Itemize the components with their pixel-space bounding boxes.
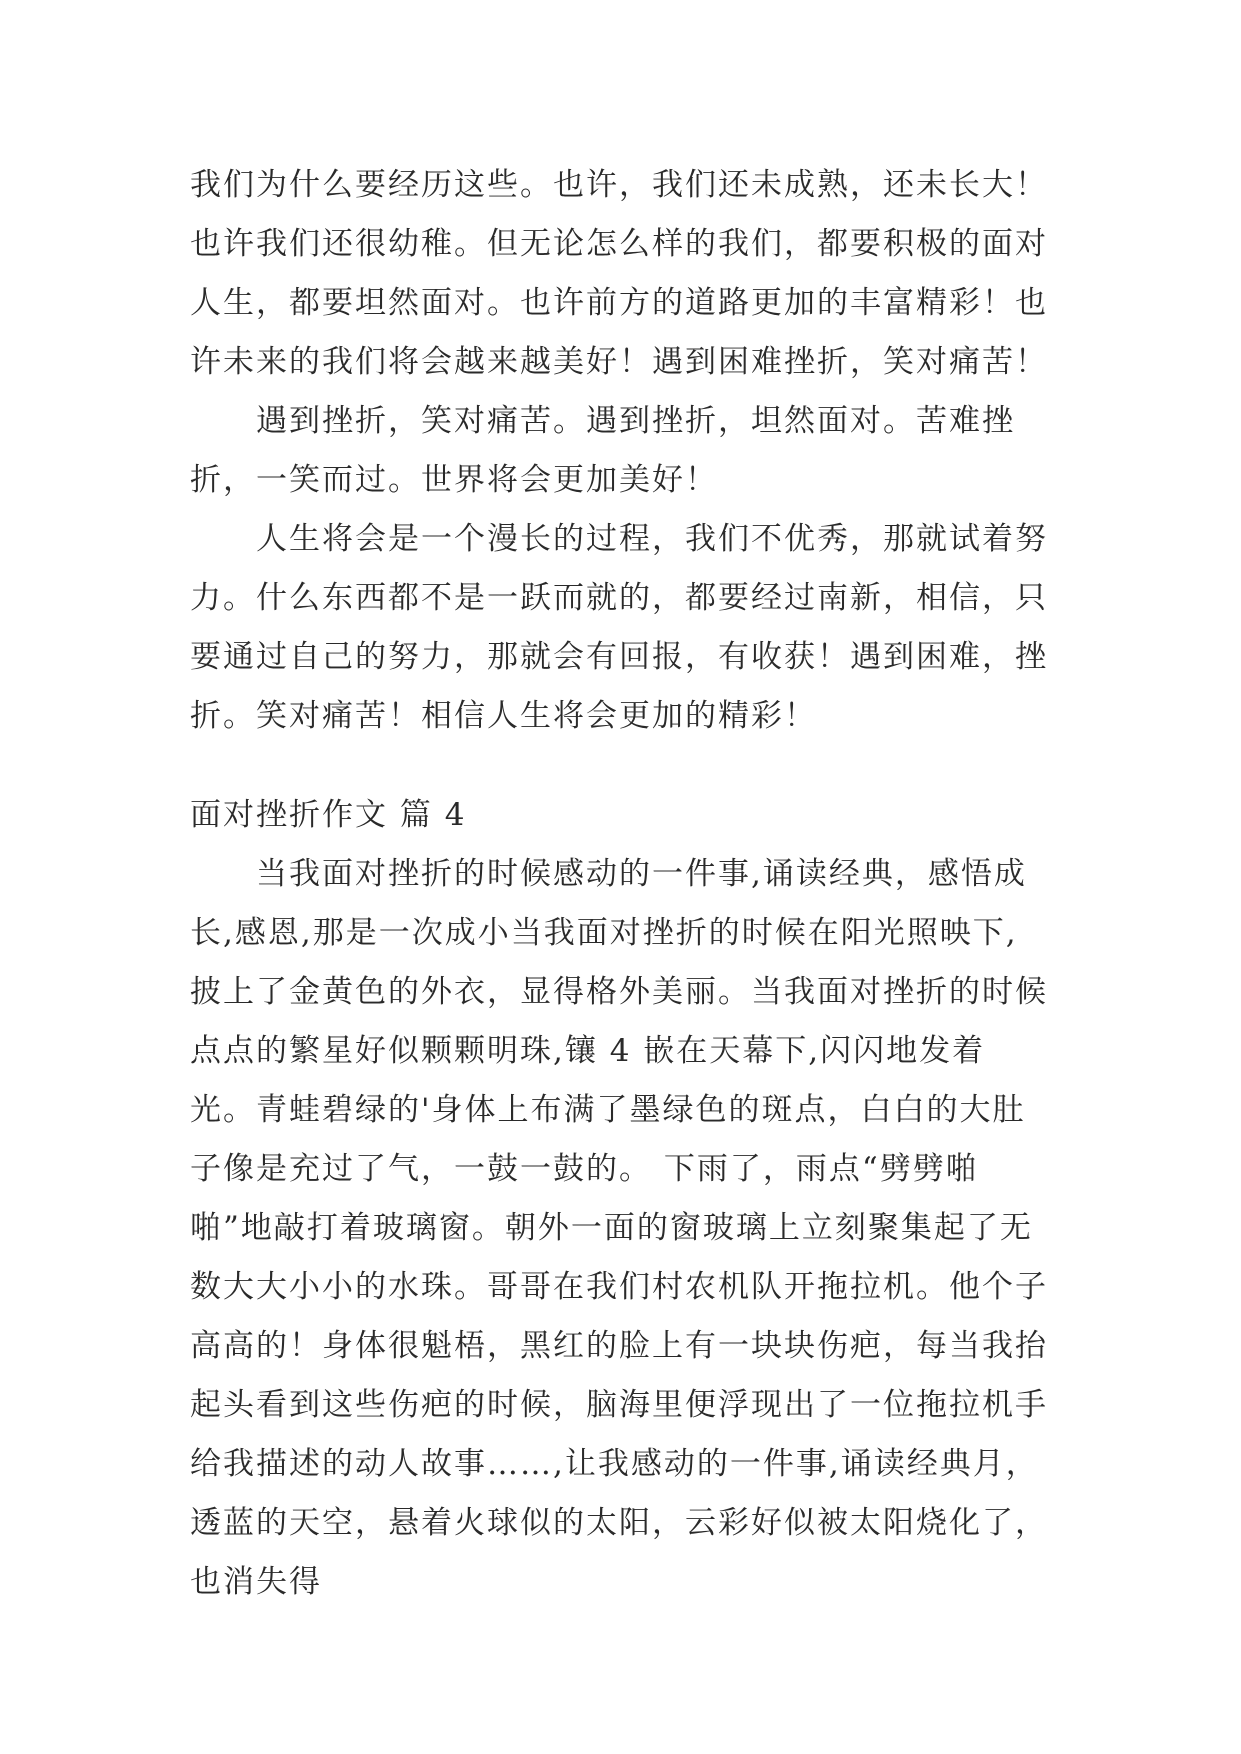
section-spacer: [190, 746, 1050, 786]
paragraph: 遇到挫折，笑对痛苦。遇到挫折，坦然面对。苦难挫折，一笑而过。世界将会更加美好！: [190, 403, 1015, 498]
document-body: [190, 156, 1050, 1612]
paragraph: 当我面对挫折的时候感动的一件事,诵读经典，感悟成长,感恩,那是一次成小当我面对挫折的时候在阳光照映下,披上了金黄色的外衣，显得格外美丽。当我面对挫折的时候点点的繁星好似颗颗明珠,镶 4 嵌在天幕下,闪闪地发着光。青蛙碧绿的'身体上布满了墨绿色的斑点，白白的大肚子像是充过了气，一鼓一鼓的。 下雨了，雨点“劈劈啪啪”地敲打着玻璃窗。朝外一面的窗玻璃上立刻聚集起了无数大大小小的水珠。哥哥在我们村农机队开拖拉机。他个子高高的！身体很魁梧，黑红的脸上有一块块伤疤，每当我抬起头看到这些伤疤的时候，脑海里便浮现出了一位拖拉机手给我描述的动人故事……,让我感动的一件事,诵读经典月，透蓝的天空，悬着火球似的太阳，云彩好似被太阳烧化了，也消失得: [190, 856, 1048, 1600]
paragraph-continuation: 我们为什么要经历这些。也许，我们还未成熟，还未长大！也许我们还很幼稚。但无论怎么样的我们，都要积极的面对人生，都要坦然面对。也许前方的道路更加的丰富精彩！也许未来的我们将会越来越美好！遇到困难挫折，笑对痛苦！: [190, 167, 1048, 380]
section-heading: 面对挫折作文 篇 4: [190, 797, 467, 833]
paragraph: 人生将会是一个漫长的过程，我们不优秀，那就试着努力。什么东西都不是一跃而就的，都要经过南新，相信，只要通过自己的努力，那就会有回报，有收获！遇到困难，挫折。笑对痛苦！相信人生将会更加的精彩！: [190, 521, 1048, 734]
